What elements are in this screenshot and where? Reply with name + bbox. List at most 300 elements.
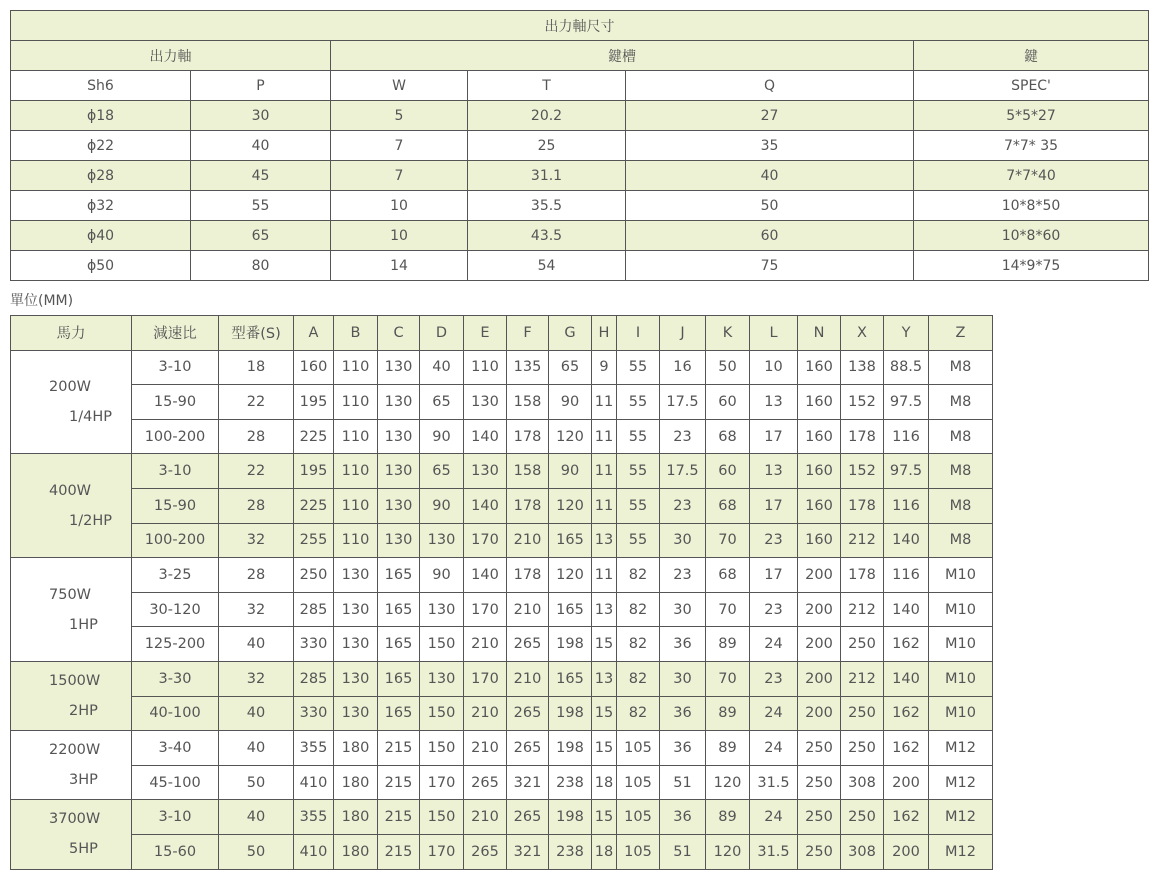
table-row	[11, 834, 993, 869]
table-cell: 30	[660, 592, 706, 627]
table-cell: 11	[592, 419, 617, 454]
table-cell: 170	[420, 765, 464, 800]
table-cell: 130	[334, 592, 378, 627]
table-row	[11, 385, 993, 420]
horsepower-cell	[11, 350, 132, 454]
table-cell: 55	[191, 191, 331, 221]
table-cell: 178	[841, 488, 884, 523]
table-cell: 15-90	[132, 385, 219, 420]
table-cell: 330	[294, 627, 334, 662]
table-cell: 410	[294, 765, 334, 800]
power-hp: 5HP	[69, 841, 98, 858]
table-cell: 13	[592, 592, 617, 627]
table-cell: 130	[378, 488, 420, 523]
table-cell: 40-100	[132, 696, 219, 731]
table-cell: 150	[420, 627, 464, 662]
table-cell: 130	[378, 454, 420, 489]
table-cell: 50	[219, 834, 294, 869]
table-cell: M8	[929, 350, 993, 385]
table-cell: 9	[592, 350, 617, 385]
table-cell: 162	[884, 696, 929, 731]
table-cell: 130	[420, 661, 464, 696]
table-cell: 120	[549, 419, 592, 454]
table-cell: 215	[378, 765, 420, 800]
table-cell: 200	[884, 834, 929, 869]
table-cell: 162	[884, 627, 929, 662]
table-cell: 105	[617, 834, 660, 869]
table-cell: 178	[841, 419, 884, 454]
column-header: Sh6	[11, 71, 191, 101]
table-cell: 70	[706, 661, 750, 696]
table-cell: 150	[420, 800, 464, 835]
table-cell: 110	[334, 385, 378, 420]
table-cell: 11	[592, 488, 617, 523]
table-cell: 215	[378, 834, 420, 869]
table-cell: 165	[378, 661, 420, 696]
shaft-header-row	[11, 71, 1149, 101]
table-cell: 17	[750, 488, 798, 523]
table-row	[11, 765, 993, 800]
table-cell: 23	[750, 592, 798, 627]
table-cell: 250	[841, 800, 884, 835]
table-cell: 198	[549, 627, 592, 662]
table-row	[11, 454, 993, 489]
table-cell: 250	[841, 731, 884, 766]
table-cell: 65	[420, 385, 464, 420]
shaft-title-row	[11, 11, 1149, 41]
table-cell: 105	[617, 765, 660, 800]
table-cell: 55	[617, 385, 660, 420]
column-header: 型番(S)	[219, 316, 294, 351]
table-cell: 215	[378, 731, 420, 766]
table-cell: 160	[798, 488, 841, 523]
table-cell: 75	[626, 251, 914, 281]
table-cell: 89	[706, 627, 750, 662]
table-cell: 88.5	[884, 350, 929, 385]
table-cell: 40	[626, 161, 914, 191]
table-cell: 45	[191, 161, 331, 191]
table-cell: 17	[750, 419, 798, 454]
table-cell: 355	[294, 731, 334, 766]
table-cell: 165	[378, 627, 420, 662]
group-key: 鍵	[914, 41, 1149, 71]
table-cell: 68	[706, 419, 750, 454]
table-row	[11, 191, 1149, 221]
table-cell: 15	[592, 696, 617, 731]
table-cell: 225	[294, 488, 334, 523]
group-output-shaft: 出力軸	[11, 41, 331, 71]
table-cell: 162	[884, 800, 929, 835]
table-cell: 36	[660, 731, 706, 766]
table-row	[11, 419, 993, 454]
table-cell: 40	[219, 731, 294, 766]
table-cell: 130	[378, 350, 420, 385]
column-header: B	[334, 316, 378, 351]
table-cell: 225	[294, 419, 334, 454]
column-header: Y	[884, 316, 929, 351]
table-cell: 7	[331, 161, 468, 191]
table-cell: 15-60	[132, 834, 219, 869]
column-header: L	[750, 316, 798, 351]
table-cell: 250	[798, 800, 841, 835]
table-cell: 158	[507, 385, 549, 420]
column-header: X	[841, 316, 884, 351]
table-cell: 15-90	[132, 488, 219, 523]
table-cell: 308	[841, 765, 884, 800]
power-hp: 2HP	[69, 703, 98, 720]
table-cell: 265	[507, 627, 549, 662]
table-cell: M10	[929, 661, 993, 696]
table-cell: 140	[464, 419, 507, 454]
table-cell: 10	[750, 350, 798, 385]
column-header: N	[798, 316, 841, 351]
table-cell: 210	[507, 592, 549, 627]
table-cell: 110	[334, 523, 378, 558]
table-cell: 55	[617, 454, 660, 489]
table-cell: 238	[549, 834, 592, 869]
table-cell: 11	[592, 558, 617, 593]
table-cell: 210	[464, 627, 507, 662]
table-cell: 200	[798, 661, 841, 696]
table-cell: M12	[929, 800, 993, 835]
table-cell: 90	[549, 385, 592, 420]
table-cell: 110	[334, 419, 378, 454]
table-cell: 7	[331, 131, 468, 161]
table-cell: 55	[617, 350, 660, 385]
table-cell: M8	[929, 419, 993, 454]
table-cell: 13	[750, 454, 798, 489]
table-cell: 82	[617, 696, 660, 731]
table-cell: 23	[750, 661, 798, 696]
table-cell: 198	[549, 800, 592, 835]
table-cell: 65	[549, 350, 592, 385]
table-cell: 82	[617, 627, 660, 662]
table-row	[11, 627, 993, 662]
table-cell: 110	[464, 350, 507, 385]
table-cell: 110	[334, 454, 378, 489]
table-cell: M10	[929, 592, 993, 627]
table-cell: 265	[507, 800, 549, 835]
table-cell: 90	[420, 488, 464, 523]
table-cell: 110	[334, 488, 378, 523]
table-cell: 28	[219, 558, 294, 593]
dim-table-body	[11, 350, 993, 869]
table-cell: 165	[378, 592, 420, 627]
table-cell: 180	[334, 800, 378, 835]
table-cell: 212	[841, 592, 884, 627]
table-cell: 178	[507, 419, 549, 454]
table-cell: 51	[660, 765, 706, 800]
table-cell: 200	[798, 592, 841, 627]
table-cell: M10	[929, 627, 993, 662]
table-cell: M10	[929, 558, 993, 593]
table-cell: 250	[841, 627, 884, 662]
table-cell: 116	[884, 419, 929, 454]
table-cell: 321	[507, 765, 549, 800]
table-cell: 40	[219, 627, 294, 662]
table-cell: 165	[378, 558, 420, 593]
table-cell: 120	[549, 488, 592, 523]
table-cell: 17.5	[660, 385, 706, 420]
table-cell: 3-10	[132, 350, 219, 385]
table-cell: 89	[706, 800, 750, 835]
table-row	[11, 800, 993, 835]
table-cell: 32	[219, 523, 294, 558]
table-cell: 200	[884, 765, 929, 800]
table-cell: 24	[750, 800, 798, 835]
table-cell: 54	[468, 251, 626, 281]
table-cell: 158	[507, 454, 549, 489]
table-cell: 250	[798, 731, 841, 766]
table-cell: 24	[750, 731, 798, 766]
table-cell: 35.5	[468, 191, 626, 221]
table-cell: 40	[219, 800, 294, 835]
power-watts: 400W	[49, 482, 92, 499]
table-cell: 50	[626, 191, 914, 221]
table-cell: 55	[617, 419, 660, 454]
table-cell: 60	[706, 385, 750, 420]
table-cell: 97.5	[884, 385, 929, 420]
table-cell: 50	[219, 765, 294, 800]
table-cell: 3-10	[132, 454, 219, 489]
table-cell: 18	[219, 350, 294, 385]
table-cell: 23	[660, 488, 706, 523]
table-cell: 68	[706, 488, 750, 523]
column-header: E	[464, 316, 507, 351]
table-cell: 22	[219, 454, 294, 489]
table-cell: 80	[191, 251, 331, 281]
column-header: Q	[626, 71, 914, 101]
table-cell: 31.5	[750, 765, 798, 800]
table-cell: 28	[219, 488, 294, 523]
table-cell: 165	[549, 523, 592, 558]
table-cell: 65	[420, 454, 464, 489]
table-cell: 160	[798, 523, 841, 558]
table-cell: 82	[617, 592, 660, 627]
table-cell: 215	[378, 800, 420, 835]
power-hp: 1HP	[69, 616, 98, 633]
table-cell: 10*8*50	[914, 191, 1149, 221]
table-row	[11, 251, 1149, 281]
table-cell: 120	[706, 834, 750, 869]
table-cell: 55	[617, 488, 660, 523]
column-header: I	[617, 316, 660, 351]
table-cell: 170	[420, 834, 464, 869]
table-cell: 36	[660, 800, 706, 835]
table-cell: 130	[420, 592, 464, 627]
table-cell: 130	[334, 558, 378, 593]
table-cell: 14	[331, 251, 468, 281]
table-cell: M12	[929, 731, 993, 766]
table-cell: 140	[464, 558, 507, 593]
table-cell: 150	[420, 731, 464, 766]
table-cell: 265	[464, 834, 507, 869]
table-cell: 97.5	[884, 454, 929, 489]
column-header: H	[592, 316, 617, 351]
table-cell: 308	[841, 834, 884, 869]
table-cell: 32	[219, 592, 294, 627]
table-row	[11, 101, 1149, 131]
table-row	[11, 221, 1149, 251]
table-cell: M12	[929, 834, 993, 869]
power-hp: 3HP	[69, 772, 98, 789]
table-cell: 140	[884, 592, 929, 627]
table-cell: 178	[841, 558, 884, 593]
table-cell: 285	[294, 592, 334, 627]
table-cell: 140	[884, 523, 929, 558]
horsepower-cell	[11, 661, 132, 730]
table-cell: 250	[798, 834, 841, 869]
table-cell: 250	[798, 765, 841, 800]
table-cell: 13	[750, 385, 798, 420]
table-cell: ϕ40	[11, 221, 191, 251]
table-cell: 11	[592, 454, 617, 489]
table-cell: 210	[464, 696, 507, 731]
column-header: D	[420, 316, 464, 351]
table-cell: 195	[294, 385, 334, 420]
table-cell: 90	[420, 419, 464, 454]
power-watts: 3700W	[49, 811, 101, 828]
table-cell: 125-200	[132, 627, 219, 662]
table-cell: 210	[507, 523, 549, 558]
table-cell: 5	[331, 101, 468, 131]
table-cell: 14*9*75	[914, 251, 1149, 281]
table-cell: 210	[507, 661, 549, 696]
column-header: T	[468, 71, 626, 101]
table-row	[11, 161, 1149, 191]
horsepower-cell	[11, 454, 132, 558]
power-hp: 1/4HP	[69, 408, 112, 425]
table-cell: 25	[468, 131, 626, 161]
table-cell: 180	[334, 731, 378, 766]
table-cell: 140	[884, 661, 929, 696]
table-cell: 32	[219, 661, 294, 696]
column-header: 減速比	[132, 316, 219, 351]
table-cell: 130	[334, 696, 378, 731]
table-cell: 165	[378, 696, 420, 731]
power-watts: 200W	[49, 378, 92, 395]
table-cell: 265	[507, 696, 549, 731]
table-cell: 60	[626, 221, 914, 251]
table-cell: 130	[464, 454, 507, 489]
table-cell: 265	[464, 765, 507, 800]
column-header: A	[294, 316, 334, 351]
table-cell: 100-200	[132, 419, 219, 454]
unit-label: 單位(MM)	[10, 293, 74, 309]
table-cell: 165	[549, 661, 592, 696]
table-cell: 130	[378, 523, 420, 558]
table-cell: 135	[507, 350, 549, 385]
table-cell: 160	[798, 419, 841, 454]
table-cell: 31.5	[750, 834, 798, 869]
shaft-group-row	[11, 41, 1149, 71]
dimension-table	[10, 315, 993, 870]
horsepower-cell	[11, 800, 132, 869]
table-cell: 36	[660, 627, 706, 662]
group-keyway: 鍵槽	[331, 41, 914, 71]
table-cell: 250	[841, 696, 884, 731]
table-cell: 105	[617, 731, 660, 766]
table-cell: 195	[294, 454, 334, 489]
table-cell: M12	[929, 765, 993, 800]
table-cell: ϕ28	[11, 161, 191, 191]
table-cell: 15	[592, 731, 617, 766]
table-cell: 18	[592, 765, 617, 800]
table-cell: 13	[592, 523, 617, 558]
table-cell: 7*7*40	[914, 161, 1149, 191]
table-row	[11, 558, 993, 593]
table-cell: 200	[798, 558, 841, 593]
table-cell: 15	[592, 627, 617, 662]
table-cell: M10	[929, 696, 993, 731]
table-cell: 198	[549, 731, 592, 766]
table-cell: 30	[660, 523, 706, 558]
table-cell: 210	[464, 800, 507, 835]
table-cell: 30	[660, 661, 706, 696]
column-header: K	[706, 316, 750, 351]
power-watts: 750W	[49, 586, 92, 603]
column-header: Z	[929, 316, 993, 351]
table-cell: 200	[798, 696, 841, 731]
power-watts: 2200W	[49, 742, 101, 759]
table-cell: 89	[706, 696, 750, 731]
shaft-table-title: 出力軸尺寸	[11, 11, 1149, 41]
table-cell: 23	[750, 523, 798, 558]
table-cell: 31.1	[468, 161, 626, 191]
table-cell: 16	[660, 350, 706, 385]
table-cell: ϕ22	[11, 131, 191, 161]
table-cell: 150	[420, 696, 464, 731]
table-cell: 100-200	[132, 523, 219, 558]
column-header: W	[331, 71, 468, 101]
table-cell: 210	[464, 731, 507, 766]
table-cell: 90	[420, 558, 464, 593]
table-row	[11, 488, 993, 523]
table-cell: 89	[706, 731, 750, 766]
table-cell: 28	[219, 419, 294, 454]
table-cell: 51	[660, 834, 706, 869]
table-cell: 60	[706, 454, 750, 489]
table-cell: 120	[706, 765, 750, 800]
column-header: SPEC'	[914, 71, 1149, 101]
power-hp: 1/2HP	[69, 512, 112, 529]
table-cell: 130	[334, 661, 378, 696]
table-cell: 178	[507, 488, 549, 523]
table-cell: 285	[294, 661, 334, 696]
table-cell: 170	[464, 592, 507, 627]
column-header: F	[507, 316, 549, 351]
table-cell: 30-120	[132, 592, 219, 627]
column-header: G	[549, 316, 592, 351]
table-cell: 70	[706, 592, 750, 627]
table-cell: 15	[592, 800, 617, 835]
table-cell: 152	[841, 385, 884, 420]
table-cell: 11	[592, 385, 617, 420]
table-cell: 23	[660, 558, 706, 593]
table-cell: 65	[191, 221, 331, 251]
table-cell: 110	[334, 350, 378, 385]
table-cell: M8	[929, 488, 993, 523]
table-row	[11, 592, 993, 627]
table-cell: 17.5	[660, 454, 706, 489]
table-cell: 27	[626, 101, 914, 131]
table-cell: 212	[841, 661, 884, 696]
table-cell: 55	[617, 523, 660, 558]
table-cell: 20.2	[468, 101, 626, 131]
table-cell: 116	[884, 558, 929, 593]
table-row	[11, 350, 993, 385]
column-header: P	[191, 71, 331, 101]
